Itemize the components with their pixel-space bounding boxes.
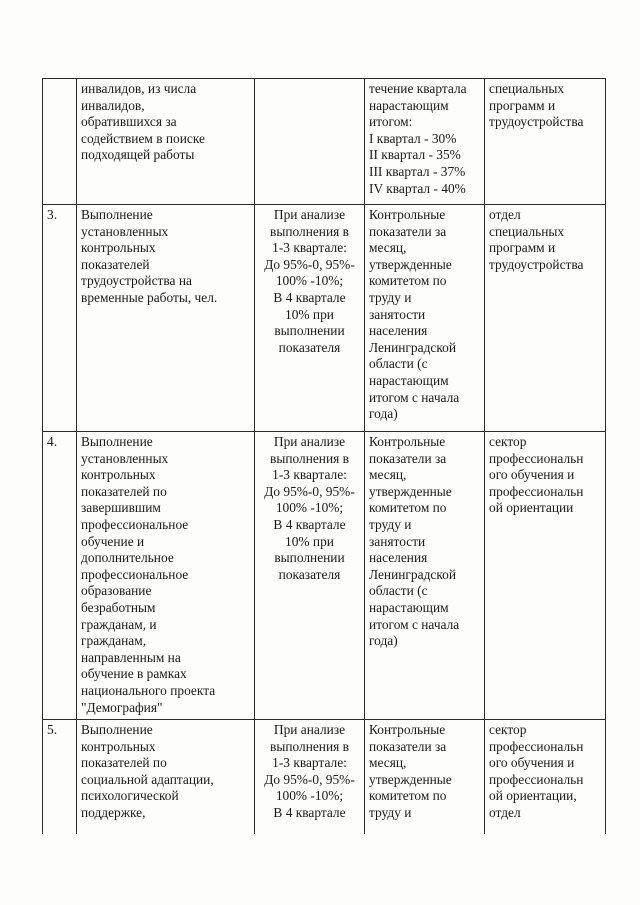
cell-text-line: показателя xyxy=(278,339,341,355)
cell-text-line: программ и xyxy=(489,97,556,113)
cell-text-line: Ленинградской xyxy=(369,339,457,355)
cell-text-line: временные работы, чел. xyxy=(81,289,218,305)
cell-text-line: гражданам, xyxy=(81,633,147,649)
cell-text-line: области (с xyxy=(369,583,428,599)
cell-text-line: занятости xyxy=(369,306,426,322)
cell-text-line: обучение и xyxy=(81,533,145,549)
evaluation-method-cell xyxy=(255,79,365,205)
cell-text-line: итогом: xyxy=(369,114,413,130)
table-row xyxy=(43,79,606,205)
responsible-unit-cell xyxy=(485,79,606,205)
cell-text-line: 10% при xyxy=(285,306,334,322)
cell-text-line: социальной адаптации, xyxy=(81,771,214,787)
cell-text-line: образование xyxy=(81,583,152,599)
cell-text-line: Ленинградской xyxy=(369,566,457,582)
cell-text-line: показателей xyxy=(81,256,150,272)
cell-text-line: контрольных xyxy=(81,467,156,483)
cell-text-line: месяц, xyxy=(369,755,407,771)
cell-text-line: комитетом по xyxy=(369,273,447,289)
evaluation-method-cell xyxy=(255,205,365,432)
cell-text-line: нарастающим xyxy=(369,599,449,615)
cell-text-line: При анализе xyxy=(273,722,346,737)
cell-text-line: II квартал - 35% xyxy=(369,147,461,163)
cell-text-line: поддержке, xyxy=(81,804,146,820)
cell-text-line: труду и xyxy=(369,516,412,532)
cell-text-line: III квартал - 37% xyxy=(369,163,466,179)
cell-text-line: 3. xyxy=(47,207,58,222)
cell-text-line: месяц, xyxy=(369,240,407,256)
cell-text-line: 100% -10%; xyxy=(275,788,344,804)
data-source-cell xyxy=(365,205,485,432)
cell-text-line: психологической xyxy=(81,788,179,804)
cell-text-line: При анализе xyxy=(273,434,346,449)
data-source-cell xyxy=(365,720,485,835)
cell-text-line: 10% при xyxy=(285,533,334,549)
cell-text-line: сектор xyxy=(489,722,527,737)
cell-text-line: показателя xyxy=(278,566,341,582)
cell-text-line: обратившихся за xyxy=(81,114,177,130)
cell-text-line: В 4 квартале xyxy=(273,516,346,532)
cell-text-line: Выполнение xyxy=(81,207,153,222)
table-row xyxy=(43,432,606,720)
cell-text-line: контрольных xyxy=(81,240,156,256)
cell-text-line: труду и xyxy=(369,804,412,820)
cell-text-line: дополнительное xyxy=(81,550,174,566)
cell-text-line: содействием в поиске xyxy=(81,130,205,146)
cell-text-line: утвержденные xyxy=(369,771,452,787)
cell-text-line: 1-3 квартале: xyxy=(272,755,347,771)
cell-text-line: отдел xyxy=(489,207,521,222)
cell-text-line: "Демография" xyxy=(81,699,163,715)
cell-text-line: утвержденные xyxy=(369,483,452,499)
cell-text-line: года) xyxy=(369,406,398,422)
cell-text-line: направленным на xyxy=(81,649,181,665)
cell-text-line: установленных xyxy=(81,223,169,239)
indicator-cell xyxy=(77,79,255,205)
cell-text-line: национального проекта xyxy=(81,682,216,698)
row-number xyxy=(43,205,77,432)
data-source-cell xyxy=(365,432,485,720)
cell-text-line: 4. xyxy=(47,434,58,449)
cell-text-line: До 95%-0, 95%- xyxy=(264,483,355,499)
cell-text-line: Выполнение xyxy=(81,722,153,737)
cell-text-line: В 4 квартале xyxy=(273,289,346,305)
indicator-cell xyxy=(77,720,255,835)
cell-text-line: выполнении xyxy=(274,323,345,339)
row-number xyxy=(43,79,77,205)
cell-text-line: профессиональн xyxy=(489,483,584,499)
cell-text-line: нарастающим xyxy=(369,372,449,388)
cell-text-line: отдел xyxy=(489,804,521,820)
cell-text-line: показателей по xyxy=(81,755,167,771)
cell-text-line: показатели за xyxy=(369,738,447,754)
cell-text-line: Выполнение xyxy=(81,434,153,449)
cell-text-line: Контрольные xyxy=(369,434,446,449)
cell-text-line: показателей по xyxy=(81,483,167,499)
cell-text-line: специальных xyxy=(489,81,565,96)
table-row xyxy=(43,205,606,432)
cell-text-line: области (с xyxy=(369,356,428,372)
cell-text-line: нарастающим xyxy=(369,97,449,113)
responsible-unit-cell xyxy=(485,432,606,720)
cell-text-line: месяц, xyxy=(369,467,407,483)
indicator-cell xyxy=(77,432,255,720)
cell-text-line: выполнения в xyxy=(270,738,349,754)
cell-text-line: 100% -10%; xyxy=(275,273,344,289)
cell-text-line: профессиональн xyxy=(489,450,584,466)
cell-text-line: завершившим xyxy=(81,500,161,516)
cell-text-line: комитетом по xyxy=(369,500,447,516)
cell-text-line: года) xyxy=(369,633,398,649)
cell-text-line: 1-3 квартале: xyxy=(272,240,347,256)
cell-text-line: безработным xyxy=(81,599,156,615)
cell-text-line: занятости xyxy=(369,533,426,549)
cell-text-line: инвалидов, xyxy=(81,97,145,113)
cell-text-line: выполнении xyxy=(274,550,345,566)
row-number xyxy=(43,432,77,720)
cell-text-line: До 95%-0, 95%- xyxy=(264,771,355,787)
cell-text-line: ого обучения и xyxy=(489,755,575,771)
criteria-table xyxy=(42,78,606,834)
cell-text-line: трудоустройства xyxy=(489,114,584,130)
cell-text-line: профессиональн xyxy=(489,771,584,787)
cell-text-line: профессиональн xyxy=(489,738,584,754)
cell-text-line: утвержденные xyxy=(369,256,452,272)
cell-text-line: установленных xyxy=(81,450,169,466)
cell-text-line: ого обучения и xyxy=(489,467,575,483)
cell-text-line: профессиональное xyxy=(81,566,189,582)
table-row xyxy=(43,720,606,835)
cell-text-line: IV квартал - 40% xyxy=(369,180,466,196)
cell-text-line: показатели за xyxy=(369,450,447,466)
cell-text-line: течение квартала xyxy=(369,81,467,96)
data-source-cell xyxy=(365,79,485,205)
cell-text-line: труду и xyxy=(369,289,412,305)
cell-text-line: Контрольные xyxy=(369,722,446,737)
cell-text-line: ой ориентации xyxy=(489,500,574,516)
cell-text-line: 1-3 квартале: xyxy=(272,467,347,483)
cell-text-line: итогом с начала xyxy=(369,389,460,405)
cell-text-line: гражданам, и xyxy=(81,616,157,632)
cell-text-line: I квартал - 30% xyxy=(369,130,457,146)
cell-text-line: контрольных xyxy=(81,738,156,754)
cell-text-line: сектор xyxy=(489,434,527,449)
evaluation-method-cell xyxy=(255,432,365,720)
cell-text-line: В 4 квартале xyxy=(273,804,346,820)
cell-text-line: выполнения в xyxy=(270,223,349,239)
cell-text-line: итогом с начала xyxy=(369,616,460,632)
responsible-unit-cell xyxy=(485,720,606,835)
evaluation-method-cell xyxy=(255,720,365,835)
responsible-unit-cell xyxy=(485,205,606,432)
indicator-cell xyxy=(77,205,255,432)
row-number xyxy=(43,720,77,835)
cell-text-line: выполнения в xyxy=(270,450,349,466)
cell-text-line: обучение в рамках xyxy=(81,666,187,682)
cell-text-line: профессиональное xyxy=(81,516,189,532)
cell-text-line: населения xyxy=(369,323,428,339)
cell-text-line: специальных xyxy=(489,223,565,239)
cell-text-line: До 95%-0, 95%- xyxy=(264,256,355,272)
cell-text-line: населения xyxy=(369,550,428,566)
cell-text-line: инвалидов, из числа xyxy=(81,81,197,96)
cell-text-line: программ и xyxy=(489,240,556,256)
cell-text-line: При анализе xyxy=(273,207,346,222)
cell-text-line: 5. xyxy=(47,722,58,737)
cell-text-line: 100% -10%; xyxy=(275,500,344,516)
cell-text-line: трудоустройства xyxy=(489,256,584,272)
cell-text-line: комитетом по xyxy=(369,788,447,804)
cell-text-line: показатели за xyxy=(369,223,447,239)
cell-text-line: Контрольные xyxy=(369,207,446,222)
cell-text-line: ой ориентации, xyxy=(489,788,577,804)
cell-text-line: подходящей работы xyxy=(81,147,195,163)
cell-text-line: трудоустройства на xyxy=(81,273,192,289)
